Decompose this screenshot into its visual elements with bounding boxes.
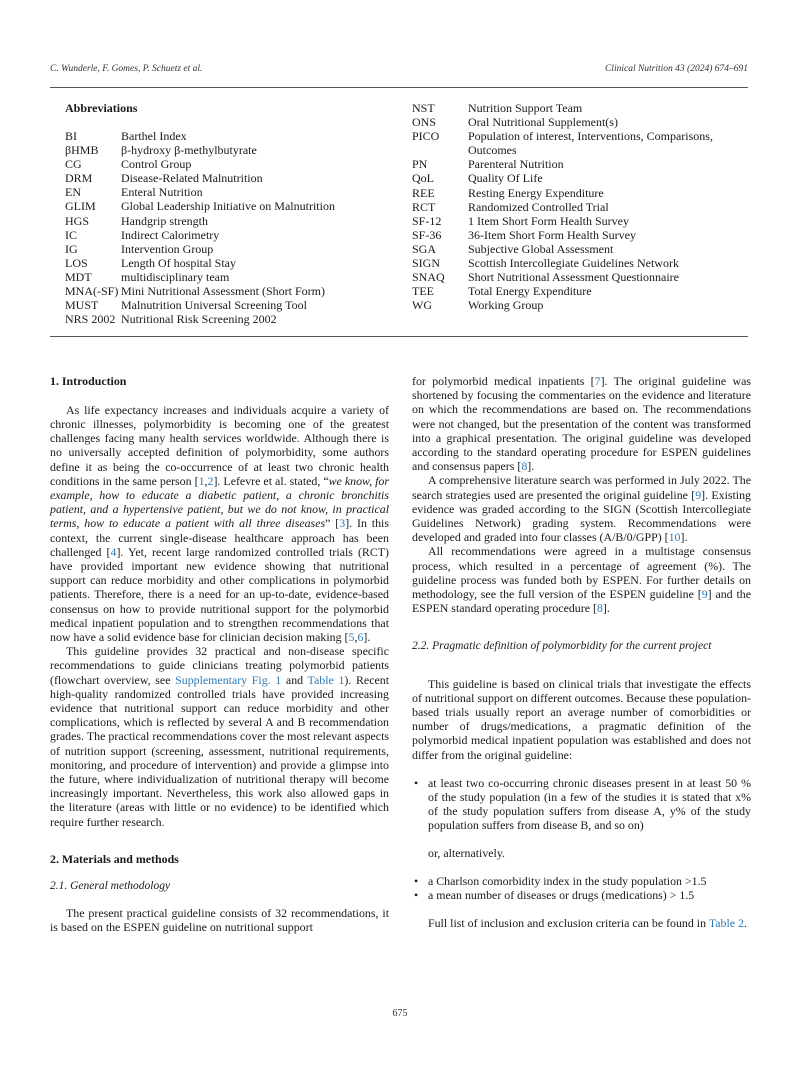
abbreviation-row	[65, 171, 395, 185]
abbreviation-code: WG	[412, 298, 432, 313]
abbreviation-definition: Scottish Intercollegiate Guidelines Network	[468, 256, 679, 271]
citation-link[interactable]: 2	[207, 473, 214, 488]
abbreviation-definition: Intervention Group	[121, 241, 214, 256]
subsection-2-2-heading: 2.2. Pragmatic definition of polymorbidity for the current project	[412, 640, 712, 653]
abbreviation-row	[412, 284, 742, 298]
abbreviation-definition: Total Energy Expenditure	[468, 284, 592, 299]
abbreviation-row	[412, 171, 742, 185]
page-number: 675	[392, 1008, 408, 1019]
running-header-authors: C. Wunderle, F. Gomes, P. Schuetz et al.	[50, 64, 203, 74]
abbreviation-code: PICO	[412, 129, 440, 144]
abbreviation-definition: Randomized Controlled Trial	[468, 199, 609, 214]
abbreviation-definition: Handgrip strength	[121, 213, 208, 228]
abbreviation-row	[412, 115, 742, 129]
text: ].	[602, 601, 610, 616]
abbreviation-definition: 1 Item Short Form Health Survey	[468, 213, 629, 228]
citation-link[interactable]: 3	[339, 516, 346, 531]
left-text-column	[50, 374, 389, 935]
abbreviation-row	[412, 256, 742, 270]
abbreviation-code: ONS	[412, 115, 437, 130]
abbreviations-left-column	[65, 129, 395, 326]
abbreviation-definition: multidisciplinary team	[121, 269, 230, 284]
abbreviation-definition: Global Leadership Initiative on Malnutrition	[121, 199, 335, 214]
abbreviation-row	[412, 186, 742, 200]
citation-link[interactable]: 4	[110, 544, 117, 559]
text: ]. Yet, recent large randomized controlled trials (RCT) have provided important new evidence showing that nutritional support can reduce morbidity and other complications in polymorbid patients. Therefore, there is a need for an up-to-date, evidence-based consensus on how to provide nutritional support for the polymorbid medical inpatient population and to strengthen recommendations that now have a solid evidence base for clinician decision making [	[50, 544, 389, 644]
text: ,	[204, 473, 208, 488]
intro-paragraph-1	[50, 403, 389, 644]
abbreviation-code: NST	[412, 101, 435, 115]
text: A comprehensive literature search was performed in July 2022. The search strategies used are presented the original guideline [	[412, 473, 751, 502]
abbreviation-code: DRM	[65, 171, 93, 186]
abbreviation-definition: Population of interest, Interventions, Comparisons, Outcomes	[468, 129, 713, 158]
citation-link[interactable]: 1	[198, 473, 205, 488]
citation-link[interactable]: 9	[701, 587, 708, 602]
abbreviation-row	[65, 256, 395, 270]
abbreviation-definition: 36-Item Short Form Health Survey	[468, 227, 636, 242]
text: Full list of inclusion and exclusion criteria can be found in	[428, 916, 709, 931]
text: .	[743, 916, 747, 931]
running-header-journal: Clinical Nutrition 43 (2024) 674–691	[604, 64, 748, 74]
abbreviation-code: SNAQ	[412, 270, 445, 285]
abbreviations-right-column	[412, 101, 742, 312]
abbreviation-code: NRS 2002	[65, 312, 116, 327]
citation-link[interactable]: 8	[521, 459, 528, 474]
abbreviation-code: SF-36	[412, 227, 442, 242]
abbreviation-code: IG	[65, 241, 78, 256]
abbreviation-code: REE	[412, 185, 435, 200]
abbreviation-definition: Resting Energy Expenditure	[468, 185, 604, 200]
abbreviation-row	[65, 312, 395, 326]
abbreviation-row	[412, 157, 742, 171]
text: ].	[527, 459, 535, 474]
abbreviation-definition: Indirect Calorimetry	[121, 227, 220, 242]
abbreviation-code: IC	[65, 227, 77, 242]
abbreviation-row	[65, 228, 395, 242]
abbreviation-definition: Oral Nutritional Supplement(s)	[468, 115, 618, 130]
abbreviation-code: SIGN	[412, 256, 441, 271]
abbreviation-definition: β-hydroxy β-methylbutyrate	[121, 143, 257, 158]
or-alternatively-text: or, alternatively.	[428, 845, 505, 860]
abbreviation-row	[65, 143, 395, 157]
abbreviation-row	[65, 284, 395, 298]
abbreviation-definition: Mini Nutritional Assessment (Short Form)	[121, 284, 325, 299]
abbreviation-definition: Barthel Index	[121, 129, 187, 143]
abbreviation-definition: Subjective Global Assessment	[468, 241, 614, 256]
text: ” [	[325, 516, 340, 531]
abbreviation-code: MNA(-SF)	[65, 284, 119, 299]
abbreviation-definition: Nutritional Risk Screening 2002	[121, 312, 277, 327]
subsection-2-1-heading: 2.1. General methodology	[50, 880, 171, 892]
criteria-bullet: • a mean number of diseases or drugs (medications) > 1.5	[428, 888, 751, 902]
table-1-link[interactable]: Table 1	[307, 672, 345, 687]
supplementary-fig-link[interactable]: Supplementary Fig. 1	[175, 672, 282, 687]
text: As life expectancy increases and individuals acquire a variety of chronic illnesses, polymorbidity is becoming one of the greatest challenges facing many health services worldwide. Although there is no universally accepted definition of polymorbidity, some authors define it as being the co-occurrence of at least two chronic health conditions in the same person [	[50, 402, 389, 488]
text: and	[281, 672, 308, 687]
abbreviation-definition: Short Nutritional Assessment Questionnaire	[468, 270, 679, 285]
text: ]. Existing evidence was graded according to the SIGN (Scottish Intercollegiate Guidelines Network) grading system. Recommendations were developed and graded into four classes (A/B/0/GPP) [	[412, 487, 752, 545]
abbreviations-box	[50, 87, 748, 337]
abbreviation-row	[412, 242, 742, 256]
abbreviation-row	[412, 298, 742, 312]
abbreviation-code: QoL	[412, 171, 434, 186]
abbreviation-row	[65, 129, 395, 143]
abbreviation-definition: Quality Of Life	[468, 171, 543, 186]
citation-link[interactable]: 5	[348, 629, 355, 644]
abbreviation-row	[65, 242, 395, 256]
abbreviation-definition: Nutrition Support Team	[468, 101, 583, 115]
abbreviation-code: βHMB	[65, 143, 99, 158]
abbreviation-code: MUST	[65, 298, 99, 313]
abbreviation-row	[412, 270, 742, 284]
citation-link[interactable]: 8	[596, 601, 603, 616]
citation-link[interactable]: 9	[695, 487, 702, 502]
abbreviation-code: LOS	[65, 255, 88, 270]
abbreviation-definition: Length Of hospital Stay	[121, 255, 236, 270]
methods-paragraph-2	[412, 473, 751, 544]
text: ). Recent high-quality randomized controlled trials have provided increasing evidence that nutritional support can reduce morbidity and other complications, which is reflected by several A and B recommendation grades. The practical recommendations cover the most relevant aspects of nutrition support (screening, assessment, nutritional requirements, monitoring, and procedure of intervention) and provide a glimpse into the future, where individualization of nutritional therapy will become increasingly important. Nevertheless, this work also allowed gaps in the literature (areas with little or no evidence) to be identified which require further research.	[50, 672, 390, 829]
abbreviation-code: TEE	[412, 284, 434, 299]
abbreviation-definition: Malnutrition Universal Screening Tool	[121, 298, 307, 313]
text: All recommendations were agreed in a multistage consensus process, which resulted in a percentage of agreement (%). The guideline process was funded both by ESPEN. For further details on methodology, see the full version of the ESPEN guideline [	[412, 544, 751, 602]
citation-link[interactable]: 7	[594, 374, 601, 388]
right-text-column	[412, 374, 751, 931]
abbreviation-code: HGS	[65, 213, 90, 228]
quote: we know, for example, how to educate a diabetic patient, a chronic bronchitis patient, and a hypertensive patient, but we do not know, in practical terms, how to educate a patient with all three diseases	[50, 473, 389, 531]
abbreviation-code: BI	[65, 129, 77, 143]
criteria-list-2	[412, 874, 751, 902]
abbreviation-code: SGA	[412, 241, 437, 256]
criteria-bullet: • a Charlson comorbidity index in the study population >1.5	[428, 874, 751, 888]
text: ] and the ESPEN standard operating procedure [	[412, 587, 751, 616]
text: ]. In this context, the current single-disease healthcare approach has been challenged [	[50, 516, 389, 559]
criteria-bullet: • at least two co-occurring chronic diseases present in at least 50 % of the study population (in a few of the studies it is stated that x% of the study population suffers from disease A, y% of the study population suffers from disease B, and so on)	[428, 776, 751, 833]
criteria-table-reference	[412, 916, 751, 930]
abbreviation-row	[65, 199, 395, 213]
text: ]. The original guideline was shortened by focusing the commentaries on the evidence and literature on which the recommendations are based on. The recommendations were not changed, but the presentation of the content was transformed into a graphical presentation. The original guideline was developed according to the standard operating procedure for ESPEN guidelines and consensus papers [	[412, 374, 751, 474]
abbreviation-definition: Control Group	[121, 157, 192, 172]
polymorbidity-paragraph: This guideline is based on clinical trials that investigate the effects of nutritional support on different outcomes. Because these population-based trials usually report an average number of comorbidities or number of drugs/medications, a pragmatic definition of the polymorbid medical inpatient population was established and does not differ from the original guideline:	[412, 676, 751, 762]
text: ,	[354, 629, 358, 644]
text: This guideline provides 32 practical and non-disease specific recommendations to guide clinicians treating polymorbid patients (flowchart overview, see	[50, 644, 389, 687]
abbreviation-definition: Disease-Related Malnutrition	[121, 171, 263, 186]
abbreviation-code: PN	[412, 157, 428, 172]
abbreviation-definition: Working Group	[468, 298, 544, 313]
abbreviation-row	[65, 185, 395, 199]
methods-paragraph-3	[412, 544, 751, 615]
abbreviation-row	[412, 129, 742, 157]
abbreviation-code: CG	[65, 157, 82, 172]
intro-paragraph-2	[50, 644, 389, 829]
table-2-link[interactable]: Table 2	[708, 916, 744, 931]
text: ].	[363, 629, 371, 644]
abbreviation-row	[65, 157, 395, 171]
abbreviation-row	[412, 228, 742, 242]
abbreviation-definition: Parenteral Nutrition	[468, 157, 564, 172]
abbreviation-code: MDT	[65, 269, 92, 284]
abbreviation-row	[65, 270, 395, 284]
abbreviation-row	[412, 214, 742, 228]
methods-paragraph-1-continued	[412, 374, 751, 473]
abbreviation-row	[65, 214, 395, 228]
text: for polymorbid medical inpatients [	[412, 374, 595, 388]
abbreviation-code: RCT	[412, 199, 436, 214]
abbreviation-code: SF-12	[412, 213, 442, 228]
abbreviation-row	[412, 200, 742, 214]
text: ].	[680, 530, 688, 545]
text: ]. Lefevre et al. stated, “	[213, 473, 329, 488]
methods-paragraph-1: The present practical guideline consists of 32 recommendations, it is based on the ESPEN guideline on nutritional support	[50, 906, 389, 935]
abbreviation-row	[412, 101, 742, 115]
citation-link[interactable]: 10	[668, 530, 681, 545]
abbreviation-code: GLIM	[65, 199, 96, 214]
abbreviation-row	[65, 298, 395, 312]
section-2-heading: 2. Materials and methods	[50, 851, 179, 866]
abbreviation-definition: Enteral Nutrition	[121, 185, 203, 200]
abbreviation-code: EN	[65, 185, 81, 200]
citation-link[interactable]: 6	[357, 629, 364, 644]
section-1-heading: 1. Introduction	[50, 374, 127, 388]
criteria-list-1	[412, 776, 751, 833]
abbreviations-title: Abbreviations	[65, 101, 138, 115]
